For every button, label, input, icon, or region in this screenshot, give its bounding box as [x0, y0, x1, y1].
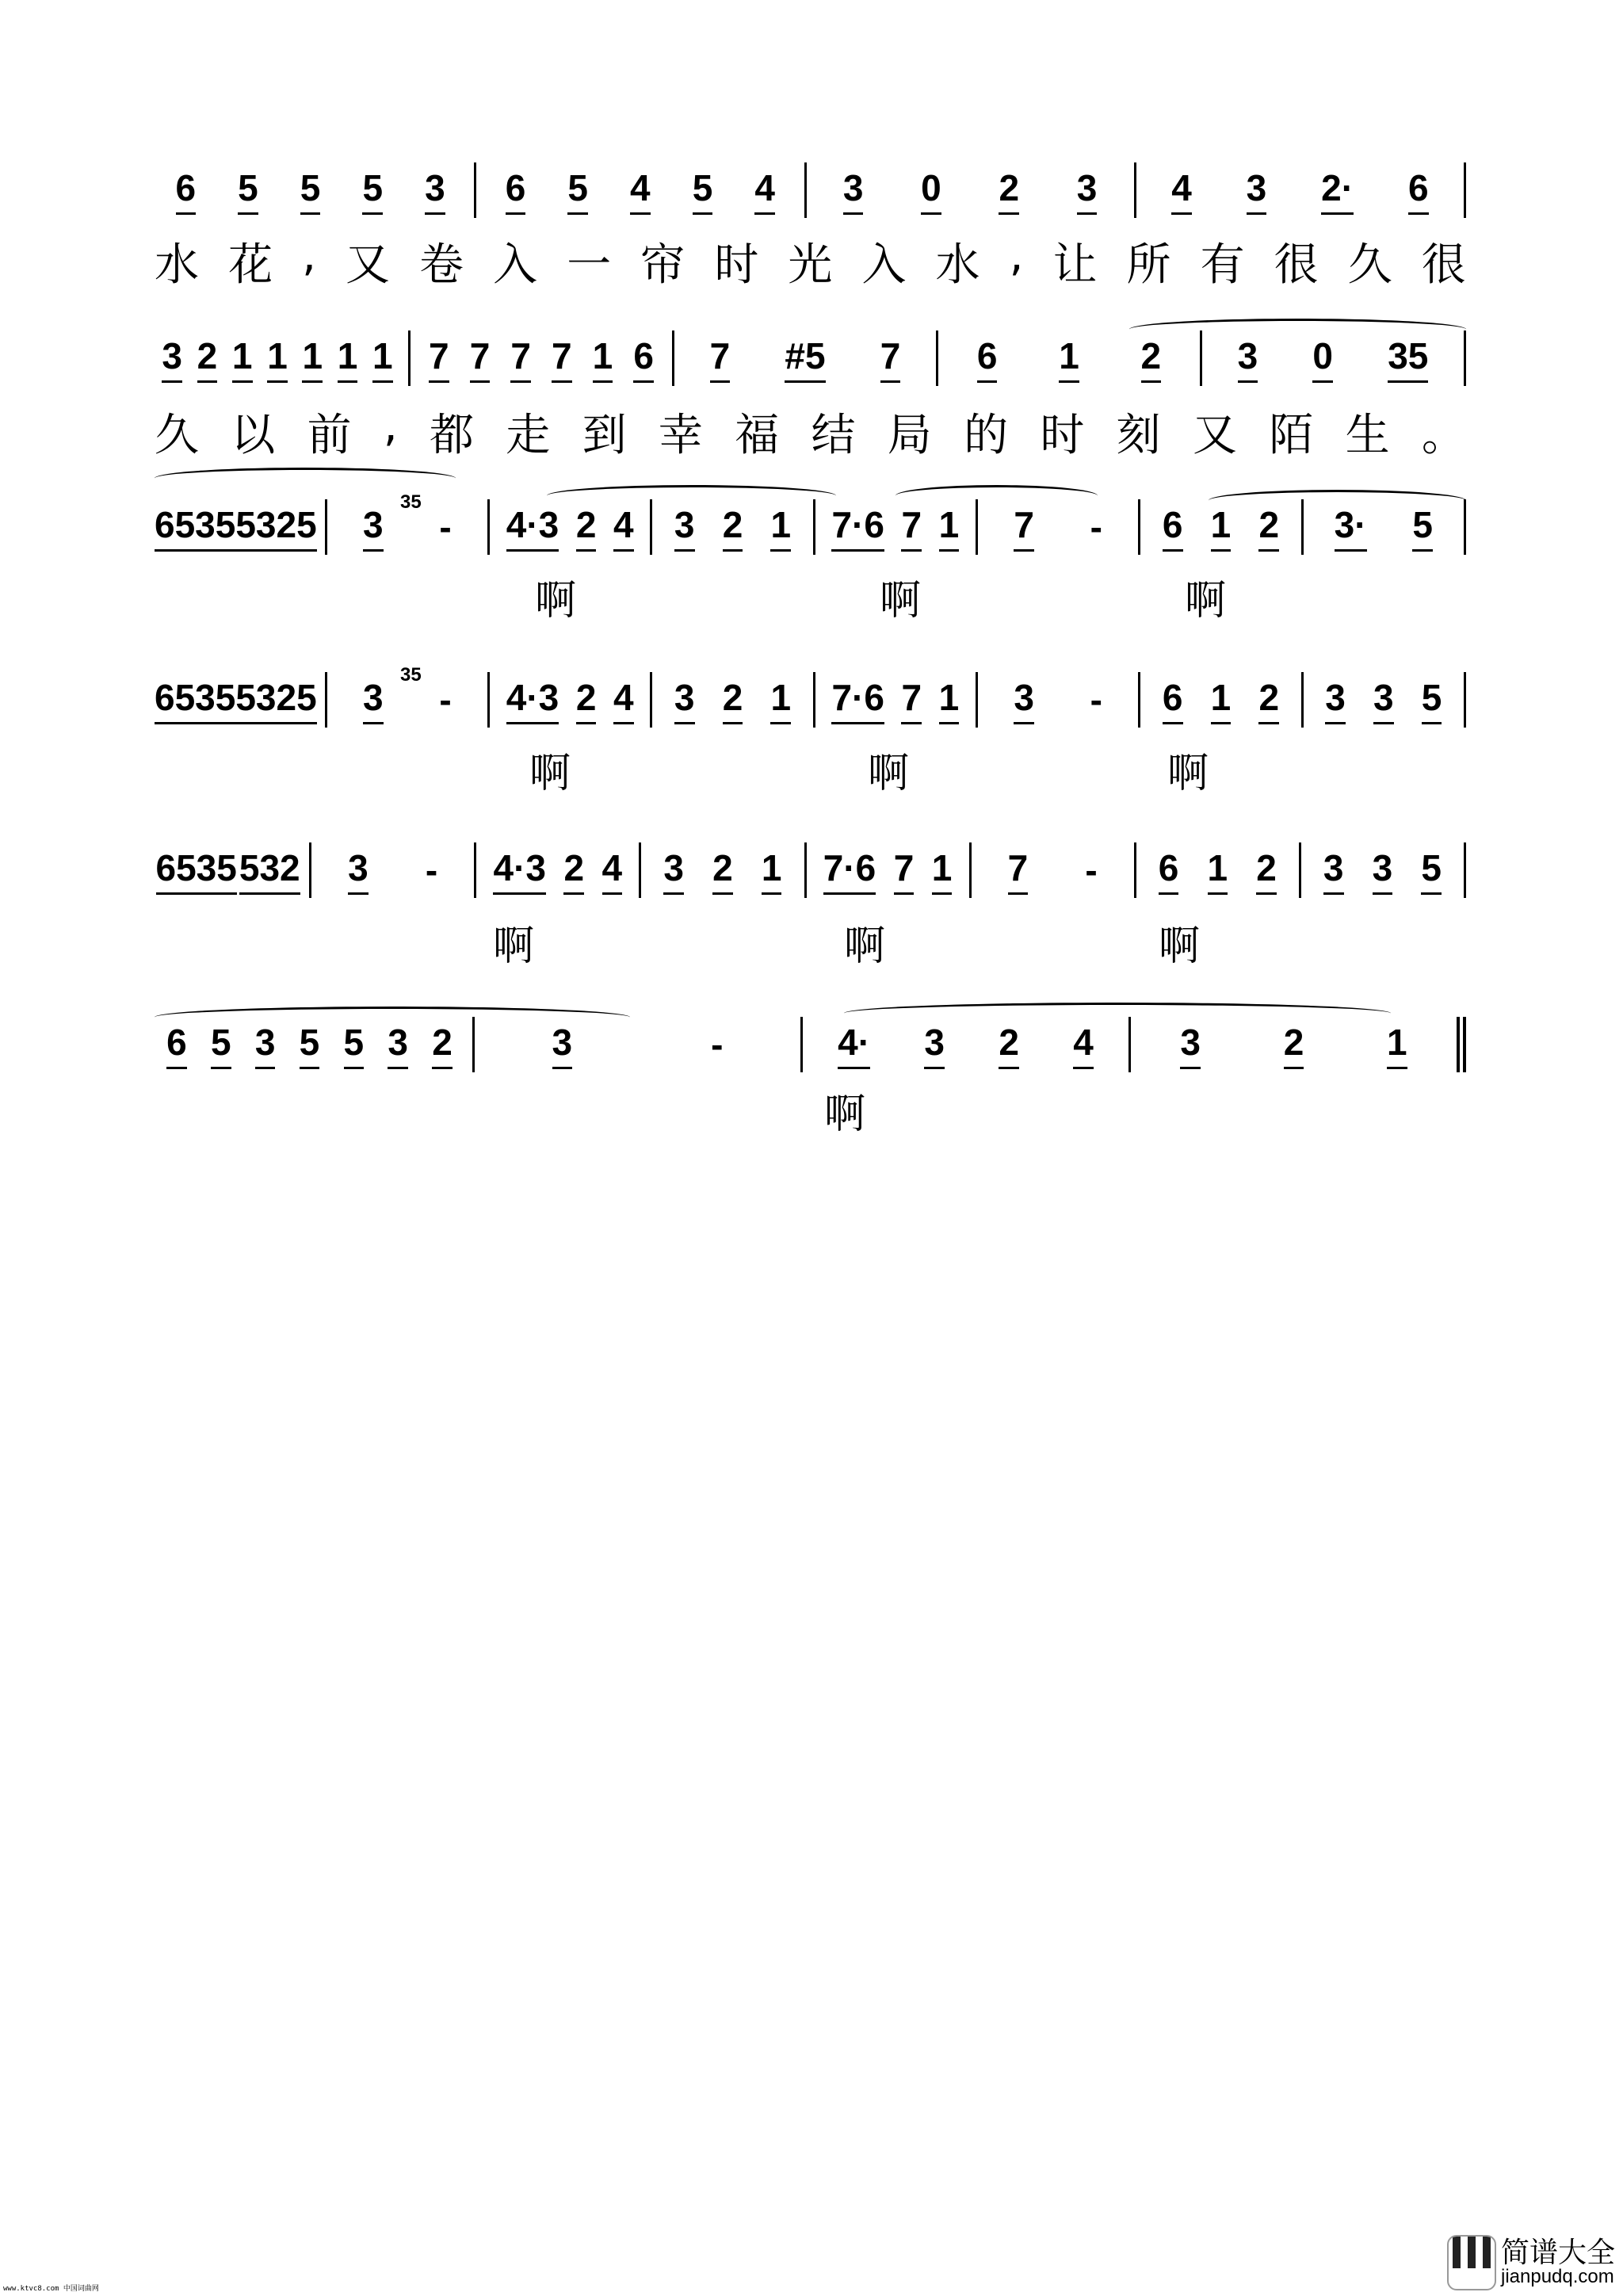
slur: [1129, 319, 1466, 340]
grace-notes: 35: [400, 491, 422, 513]
lyric-ah: 啊: [529, 750, 571, 797]
lyric-line-2: [155, 400, 1466, 464]
note: 3: [1325, 676, 1346, 724]
note: 5: [693, 166, 713, 215]
measure: [652, 672, 815, 728]
note: 7: [429, 334, 449, 383]
note: 7: [510, 334, 531, 383]
slur: [844, 1003, 1391, 1024]
lyric-char: 时: [714, 239, 759, 291]
lyric-char: ,: [383, 400, 398, 452]
measure: [803, 1017, 1131, 1072]
note: 4·: [838, 1021, 870, 1069]
note: 3: [363, 503, 384, 552]
note: 5: [567, 166, 588, 215]
note: 3: [843, 166, 864, 215]
note: 5: [300, 1021, 320, 1069]
logo-cn: 简谱大全: [1501, 2237, 1616, 2269]
lyric-ah: 啊: [844, 923, 886, 970]
note: 2·: [1321, 166, 1354, 215]
lyric-char: 结: [811, 410, 856, 461]
note: 1: [939, 676, 960, 724]
note: #5: [785, 334, 825, 383]
piano-keys-icon: [1447, 2235, 1496, 2290]
lyric-char: 水: [155, 239, 199, 291]
note: 2: [723, 676, 743, 724]
measure: [1136, 842, 1301, 898]
lyric-char: 走: [506, 410, 551, 461]
measure: [1301, 842, 1466, 898]
measure: [1140, 672, 1303, 728]
lyric-char: 以: [231, 410, 276, 461]
lyric-ah: 啊: [493, 923, 535, 970]
note: 3: [162, 334, 182, 383]
note: 6535: [155, 503, 235, 552]
note: 1: [1211, 503, 1232, 552]
note: 1: [770, 503, 791, 552]
measure: [641, 842, 806, 898]
note: 1: [932, 846, 953, 895]
lyric-char: 久: [1347, 239, 1392, 291]
slur: [547, 485, 836, 506]
note: 0: [1312, 334, 1333, 383]
lyric-ah: 啊: [824, 1091, 866, 1138]
lyric-char: 又: [1192, 410, 1237, 461]
note: 4: [754, 166, 775, 215]
note: 6: [166, 1021, 187, 1069]
note: 6: [1163, 503, 1183, 552]
lyric-char: 花: [228, 239, 273, 291]
note: 35: [1388, 334, 1428, 383]
note: 1: [338, 334, 358, 383]
lyric-char: 生: [1345, 410, 1390, 461]
lyric-char: 福: [735, 410, 780, 461]
note: 1: [267, 334, 288, 383]
note: 1: [770, 676, 791, 724]
lyric-char: 久: [155, 410, 199, 461]
note: 5: [344, 1021, 365, 1069]
note: 3: [1238, 334, 1258, 383]
note: 1: [1211, 676, 1232, 724]
lyric-ah: 啊: [1167, 750, 1209, 797]
note: 3: [363, 676, 384, 724]
slur: [155, 1007, 630, 1028]
measure: [652, 499, 815, 555]
lyric-char: 局: [887, 410, 932, 461]
measure: [155, 672, 327, 728]
note: 1: [593, 334, 613, 383]
note: 0: [921, 166, 941, 215]
lyric-char: ,: [1009, 230, 1024, 281]
lyric-char: ,: [302, 230, 316, 281]
note: 7·6: [831, 676, 884, 724]
staff-line-4: [155, 672, 1466, 728]
note: 3: [255, 1021, 276, 1069]
lyric-line-1: [155, 230, 1466, 293]
note: 1: [1208, 846, 1228, 895]
staff-line-5: [155, 842, 1466, 898]
note: 6: [1408, 166, 1429, 215]
lyric-char: 很: [1274, 239, 1319, 291]
note: 3: [1077, 166, 1098, 215]
measure: [490, 672, 652, 728]
note: 5: [1412, 503, 1433, 552]
note: 3: [1014, 676, 1034, 724]
note: 2: [712, 846, 733, 895]
note: 7·6: [831, 503, 884, 552]
lyric-char: 到: [582, 410, 627, 461]
lyric-char: 的: [964, 410, 1009, 461]
note: 7·6: [823, 846, 876, 895]
note: 4: [1073, 1021, 1094, 1069]
note: 7: [901, 676, 922, 724]
note: 6: [977, 334, 998, 383]
lyric-char: 幸: [658, 410, 703, 461]
note: -: [711, 1024, 724, 1065]
lyric-char: 前: [307, 410, 352, 461]
lyric-ah: 啊: [880, 577, 922, 625]
note: 3: [425, 166, 445, 215]
measure: [1304, 672, 1466, 728]
note: 7: [710, 334, 731, 383]
lyric-ah: 啊: [1185, 577, 1227, 625]
note: -: [425, 850, 438, 891]
note: 5: [362, 166, 383, 215]
lyric-char: 又: [346, 239, 390, 291]
lyric-char: 陌: [1269, 410, 1314, 461]
lyric-char: 入: [861, 239, 907, 291]
note: 1: [1387, 1021, 1407, 1069]
note: 3: [663, 846, 684, 895]
note: 5: [1421, 846, 1442, 895]
measure: [815, 499, 978, 555]
note: 4: [1171, 166, 1192, 215]
note: 2: [723, 503, 743, 552]
lyric-ah: 啊: [1159, 923, 1201, 970]
note: 5325: [235, 676, 316, 724]
note: 3: [1373, 846, 1393, 895]
lyric-char: 。: [1421, 410, 1466, 461]
measure: [674, 330, 938, 386]
note: 2: [999, 166, 1019, 215]
note: 3: [1323, 846, 1344, 895]
note: 1: [762, 846, 782, 895]
measure: [155, 499, 327, 555]
note: 7: [894, 846, 915, 895]
lyric-char: 有: [1200, 239, 1245, 291]
note: 2: [999, 1021, 1019, 1069]
note: 6: [176, 166, 197, 215]
note: 6: [1159, 846, 1179, 895]
watermark: www.ktvc8.com 中国词曲网: [3, 2285, 99, 2293]
note: 2: [1284, 1021, 1304, 1069]
measure: [476, 842, 641, 898]
note: 4: [630, 166, 651, 215]
note: 5: [1422, 676, 1442, 724]
note: 7: [552, 334, 572, 383]
note: 2: [563, 846, 584, 895]
measure: [155, 842, 311, 898]
measure: [807, 162, 1136, 218]
note: 7: [470, 334, 491, 383]
measure: [476, 162, 806, 218]
logo-en: jianpudq.com: [1501, 2266, 1614, 2287]
note: 3: [924, 1021, 945, 1069]
note: 5: [238, 166, 258, 215]
measure: [1136, 162, 1466, 218]
note: 3: [674, 503, 695, 552]
note: 2: [1258, 503, 1279, 552]
note: 3: [348, 846, 369, 895]
note: 6: [633, 334, 654, 383]
note: 3: [1247, 166, 1267, 215]
note: 3: [674, 676, 695, 724]
lyric-ah: 啊: [535, 577, 577, 625]
note: 5: [211, 1021, 231, 1069]
note: 7: [1008, 846, 1029, 895]
lyric-char: 光: [788, 239, 833, 291]
lyric-char: 很: [1421, 239, 1466, 291]
measure: [1131, 1017, 1466, 1072]
lyric-char: 让: [1052, 239, 1098, 291]
slur: [896, 485, 1098, 506]
note: 7: [901, 503, 922, 552]
measure: [978, 672, 1140, 728]
note: 4: [602, 846, 623, 895]
note: 2: [1256, 846, 1277, 895]
lyric-char: 卷: [419, 239, 464, 291]
note: 1: [939, 503, 960, 552]
lyric-ah: 啊: [868, 750, 910, 797]
lyric-char: 刻: [1116, 410, 1161, 461]
note: 2: [432, 1021, 453, 1069]
lyric-char: 一: [567, 239, 612, 291]
lyric-char: 帘: [640, 239, 685, 291]
measure: [411, 330, 674, 386]
note: 5325: [235, 503, 316, 552]
note: 6535: [156, 846, 237, 895]
note: 4·3: [506, 676, 559, 724]
site-logo: [1447, 2234, 1623, 2291]
note: 1: [372, 334, 393, 383]
note: -: [439, 506, 452, 548]
note: 3·: [1335, 503, 1367, 552]
note: -: [439, 679, 452, 720]
note: 5: [300, 166, 321, 215]
lyric-char: 所: [1126, 239, 1171, 291]
note: 1: [302, 334, 323, 383]
lyric-char: 水: [935, 239, 980, 291]
note: 6535: [155, 676, 235, 724]
measure: [972, 842, 1136, 898]
measure: [490, 499, 652, 555]
note: -: [1085, 850, 1098, 891]
measure: [807, 842, 972, 898]
note: 2: [1258, 676, 1279, 724]
note: 1: [1059, 334, 1079, 383]
note: 7: [880, 334, 901, 383]
note: -: [1090, 506, 1102, 548]
note: 532: [239, 846, 300, 895]
note: 2: [576, 503, 597, 552]
measure: [815, 672, 978, 728]
note: 2: [197, 334, 218, 383]
note: 4·3: [506, 503, 559, 552]
note: 4: [613, 503, 634, 552]
measure: [978, 499, 1140, 555]
slur: [155, 468, 456, 489]
lyric-char: 都: [430, 410, 474, 461]
grace-notes: 35: [400, 664, 422, 686]
note: 3: [388, 1021, 408, 1069]
slur: [1209, 490, 1466, 511]
note: -: [1090, 679, 1102, 720]
note: 6: [1163, 676, 1183, 724]
note: 2: [576, 676, 597, 724]
measure: [155, 162, 476, 218]
staff-line-1: [155, 162, 1466, 218]
measure: [311, 842, 476, 898]
note: 7: [1014, 503, 1034, 552]
lyric-char: 入: [493, 239, 538, 291]
note: 3: [1373, 676, 1394, 724]
note: 3: [552, 1021, 573, 1069]
note: 6: [506, 166, 526, 215]
note: 3: [1180, 1021, 1201, 1069]
note: 2: [1141, 334, 1162, 383]
measure: [155, 330, 411, 386]
lyric-char: 时: [1040, 410, 1085, 461]
note: 4·3: [493, 846, 545, 895]
note: 1: [232, 334, 253, 383]
note: 4: [613, 676, 634, 724]
